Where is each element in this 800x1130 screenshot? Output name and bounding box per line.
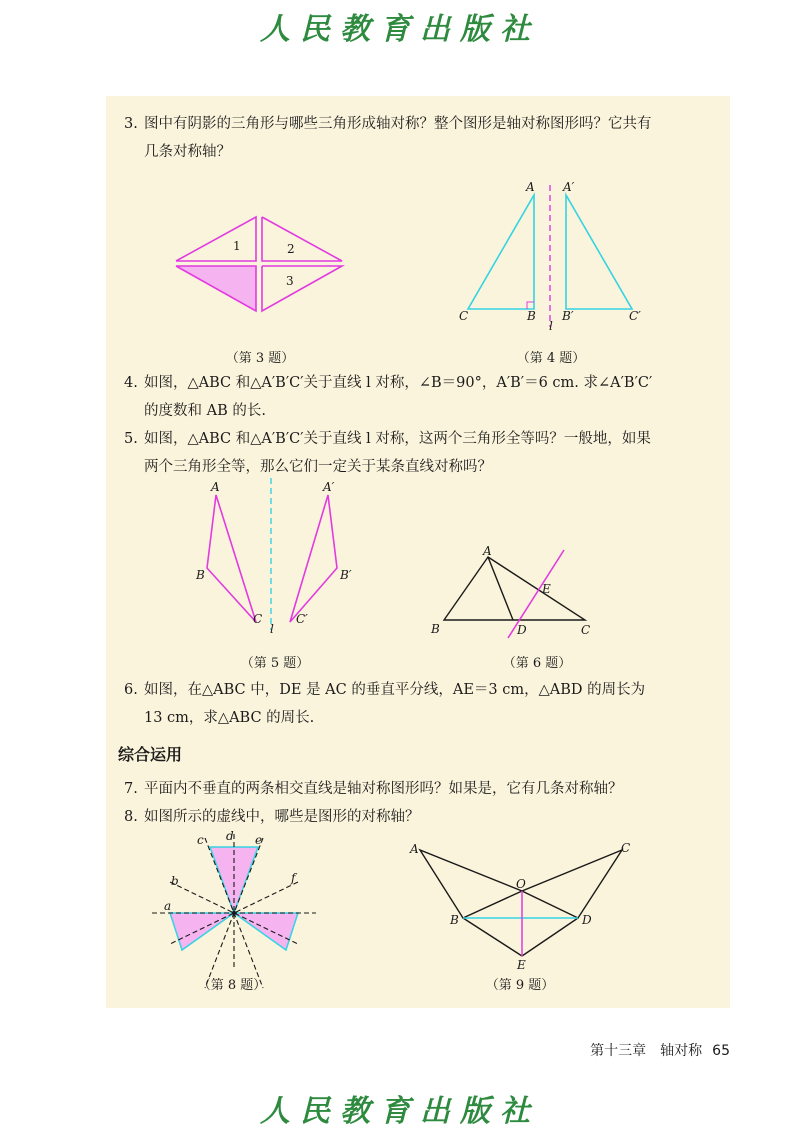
question-number: 5. [124, 431, 138, 447]
question-7 [124, 775, 724, 803]
publisher-logo-top: 人民教育出版社 [260, 12, 540, 47]
triangle-abc [207, 495, 256, 622]
figure-6 [428, 543, 603, 643]
label-b: b [171, 874, 179, 888]
label-2: 2 [287, 242, 295, 256]
page-footer [560, 1040, 730, 1060]
label-A: A [410, 842, 419, 856]
petal-left [170, 913, 234, 950]
segment-be [463, 918, 522, 956]
question-number: 3. [124, 116, 138, 132]
triangle-2 [262, 217, 342, 261]
label-C-prime: C′ [296, 612, 308, 626]
label-A: A [483, 544, 492, 558]
label-d: d [226, 829, 234, 843]
label-E: E [517, 958, 526, 972]
question-number: 4. [124, 375, 138, 391]
question-number: 7. [124, 781, 138, 797]
triangle-1 [176, 217, 256, 261]
label-1: 1 [233, 239, 241, 253]
label-3: 3 [286, 274, 294, 288]
figure-6-caption: （第 6 题） [502, 656, 572, 671]
right-angle-mark [527, 302, 534, 309]
label-l: l [270, 622, 274, 636]
label-B-prime: B′ [340, 568, 352, 582]
figure-9-caption: （第 9 题） [485, 978, 555, 993]
label-C: C [621, 841, 631, 855]
label-A: A [526, 180, 535, 194]
figure-8 [150, 830, 320, 970]
section-heading: 综合运用 [118, 745, 183, 764]
figure-4 [450, 175, 650, 335]
quadrilateral-a-b-o [420, 850, 522, 918]
label-e: e [255, 833, 263, 847]
question-number: 8. [124, 809, 138, 825]
label-D: D [517, 623, 527, 637]
chapter-label: 第十三章 轴对称 [590, 1043, 703, 1059]
page-number: 65 [712, 1043, 730, 1059]
label-D: D [582, 913, 592, 927]
figure-3 [170, 215, 350, 320]
label-B: B [431, 622, 440, 636]
label-C-prime: C′ [629, 309, 641, 323]
label-B-prime: B′ [562, 309, 574, 323]
label-A-prime: A′ [323, 480, 335, 494]
figure-9 [405, 838, 640, 973]
quadrilateral-c-d-o [522, 850, 622, 918]
question-6 [124, 676, 724, 732]
label-B: B [196, 568, 205, 582]
question-4 [124, 369, 724, 425]
segment-ad [488, 557, 513, 620]
question-text: 如图，△ABC 和△A′B′C′关于直线 l 对称，∠B＝90°，A′B′＝6 cm. 求∠A′B′C′ [144, 375, 653, 391]
question-text-line2: 13 cm，求△ABC 的周长. [144, 710, 315, 726]
triangle-abc [468, 195, 534, 309]
triangle-3 [262, 266, 342, 311]
figure-4-caption: （第 4 题） [516, 351, 586, 366]
question-number: 6. [124, 682, 138, 698]
label-l: l [549, 319, 553, 333]
label-B: B [527, 309, 536, 323]
petal-right [234, 913, 298, 950]
figure-3-caption: （第 3 题） [225, 351, 295, 366]
question-text: 平面内不垂直的两条相交直线是轴对称图形吗？如果是，它有几条对称轴？ [144, 781, 623, 797]
label-B: B [450, 913, 459, 927]
label-A: A [211, 480, 220, 494]
label-A-prime: A′ [563, 180, 575, 194]
center-point [232, 911, 236, 915]
triangle-abc [444, 557, 585, 620]
petal-top [210, 847, 258, 913]
label-C: C [459, 309, 469, 323]
triangle-abc-prime [290, 495, 337, 622]
question-text-line2: 两个三角形全等，那么它们一定关于某条直线对称吗？ [144, 459, 492, 475]
publisher-logo-bottom: 人民教育出版社 [260, 1094, 540, 1129]
label-a: a [164, 899, 172, 913]
question-8 [124, 803, 724, 831]
question-text-line2: 几条对称轴？ [144, 144, 231, 160]
label-O: O [516, 877, 526, 891]
question-text-line2: 的度数和 AB 的长. [144, 403, 266, 419]
figure-5-caption: （第 5 题） [240, 656, 310, 671]
label-E: E [542, 582, 551, 596]
question-text: 如图所示的虚线中，哪些是图形的对称轴？ [144, 809, 420, 825]
question-text: 如图，在△ABC 中，DE 是 AC 的垂直平分线，AE＝3 cm，△ABD 的周长为 [144, 682, 646, 698]
question-text: 如图，△ABC 和△A′B′C′关于直线 l 对称，这两个三角形全等吗？一般地，如果 [144, 431, 651, 447]
question-3 [124, 110, 724, 166]
question-text: 图中有阴影的三角形与哪些三角形成轴对称？整个图形是轴对称图形吗？它共有 [144, 116, 652, 132]
triangle-abc-prime [566, 195, 632, 309]
label-C: C [581, 623, 591, 637]
segment-de [522, 918, 578, 956]
question-5 [124, 425, 724, 481]
figure-5 [190, 478, 360, 638]
label-c: c [197, 833, 204, 847]
figure-8-caption: （第 8 题） [197, 978, 267, 993]
label-C: C [253, 612, 263, 626]
label-f: f [291, 871, 296, 885]
